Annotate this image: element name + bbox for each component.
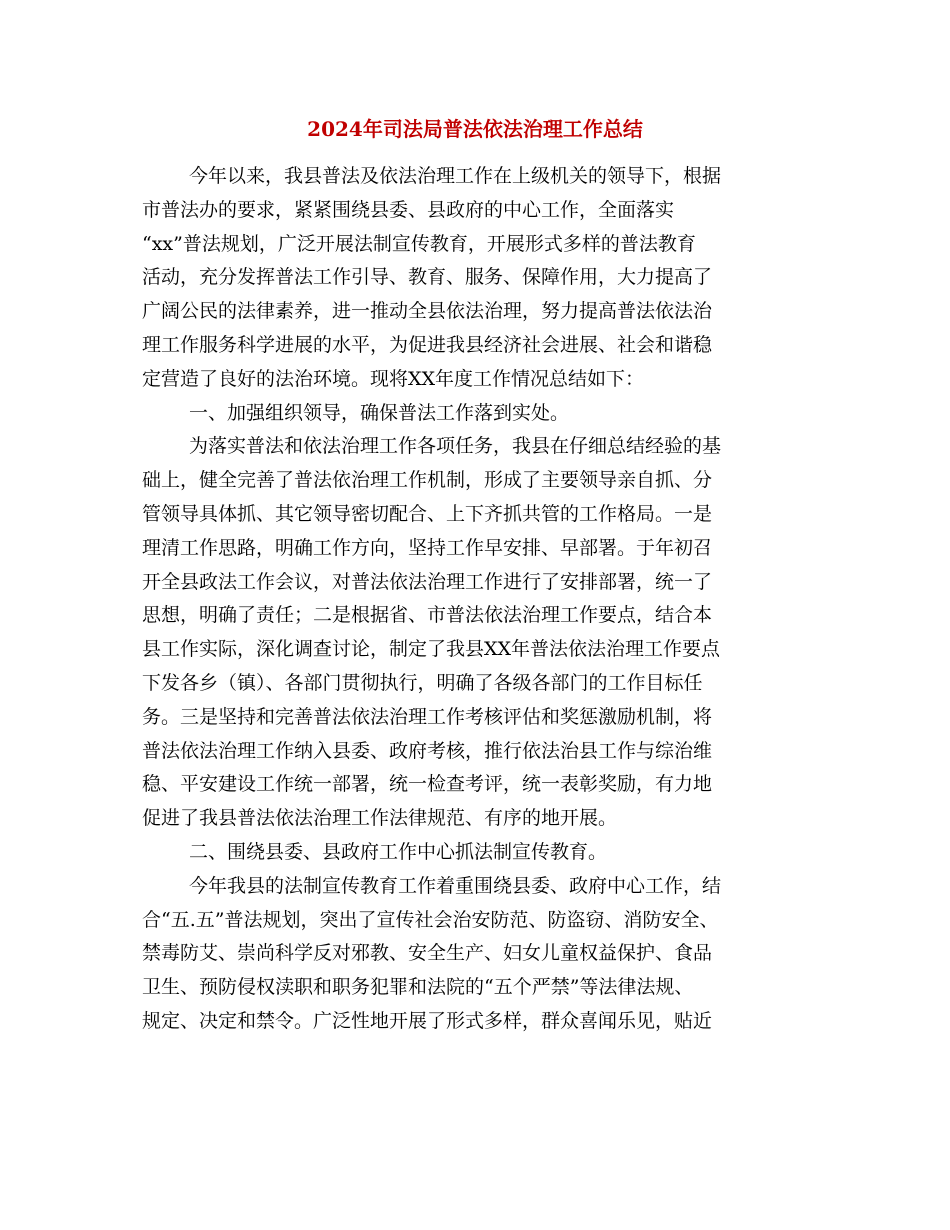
text-line: 禁毒防艾、崇尚科学反对邪教、安全生产、妇女儿童权益保护、食品 [142, 942, 713, 965]
text-line: 管领导具体抓、其它领导密切配合、上下齐抓共管的工作格局。一是 [142, 502, 713, 525]
text-line: 促进了我县普法依法治理工作法律规范、有序的地开展。 [142, 807, 618, 830]
text-line: 一、加强组织领导，确保普法工作落到实处。 [189, 401, 570, 424]
text-line: 规定、决定和禁令。广泛性地开展了形式多样，群众喜闻乐见，贴近 [142, 1009, 713, 1032]
text-line: 活动，充分发挥普法工作引导、教育、服务、保障作用，大力提高了 [142, 266, 713, 289]
text-line: 思想，明确了责任；二是根据省、市普法依法治理工作要点，结合本 [142, 604, 713, 627]
text-line: 县工作实际，深化调查讨论，制定了我县XX年普法依法治理工作要点 [142, 638, 721, 661]
text-line: 开全县政法工作会议，对普法依法治理工作进行了安排部署，统一了 [142, 570, 713, 593]
text-line: 今年我县的法制宣传教育工作着重围绕县委、政府中心工作，结 [189, 874, 722, 897]
text-line: 今年以来，我县普法及依法治理工作在上级机关的领导下，根据 [189, 165, 722, 187]
text-line: 市普法办的要求，紧紧围绕县委、县政府的中心工作，全面落实 [142, 198, 675, 221]
text-line: 为落实普法和依法治理工作各项任务，我县在仔细总结经验的基 [189, 435, 722, 458]
text-line: “xx”普法规划，广泛开展法制宣传教育，开展形式多样的普法教育 [142, 232, 696, 255]
text-line: 理清工作思路，明确工作方向，坚持工作早安排、早部署。于年初召 [142, 536, 713, 559]
text-line: 普法依法治理工作纳入县委、政府考核，推行依法治县工作与综治维 [142, 739, 713, 762]
text-line: 下发各乡（镇）、各部门贯彻执行，明确了各级各部门的工作目标任 [142, 671, 703, 694]
text-line: 稳、平安建设工作统一部署，统一检查考评，统一表彰奖励，有力地 [142, 773, 713, 796]
document-title: 2024年司法局普法依法治理工作总结 [307, 117, 643, 141]
text-line: 合“五.五”普法规划，突出了宣传社会治安防范、防盗窃、消防安全、 [142, 908, 719, 931]
text-line: 础上，健全完善了普法依治理工作机制，形成了主要领导亲自抓、分 [142, 469, 713, 492]
text-line: 理工作服务科学进展的水平，为促进我县经济社会进展、社会和谐稳 [142, 333, 713, 356]
text-line: 广阔公民的法律素养，进一推动全县依法治理，努力提高普法依法治 [142, 300, 713, 323]
text-line: 卫生、预防侵权渎职和职务犯罪和法院的“五个严禁”等法律法规、 [142, 976, 694, 999]
text-line: 定营造了良好的法治环境。现将XX年度工作情况总结如下： [142, 367, 645, 390]
text-line: 二、围绕县委、县政府工作中心抓法制宣传教育。 [189, 840, 608, 863]
text-line: 务。三是坚持和完善普法依法治理工作考核评估和奖惩激励机制，将 [142, 705, 713, 728]
document-body [142, 160, 822, 1039]
